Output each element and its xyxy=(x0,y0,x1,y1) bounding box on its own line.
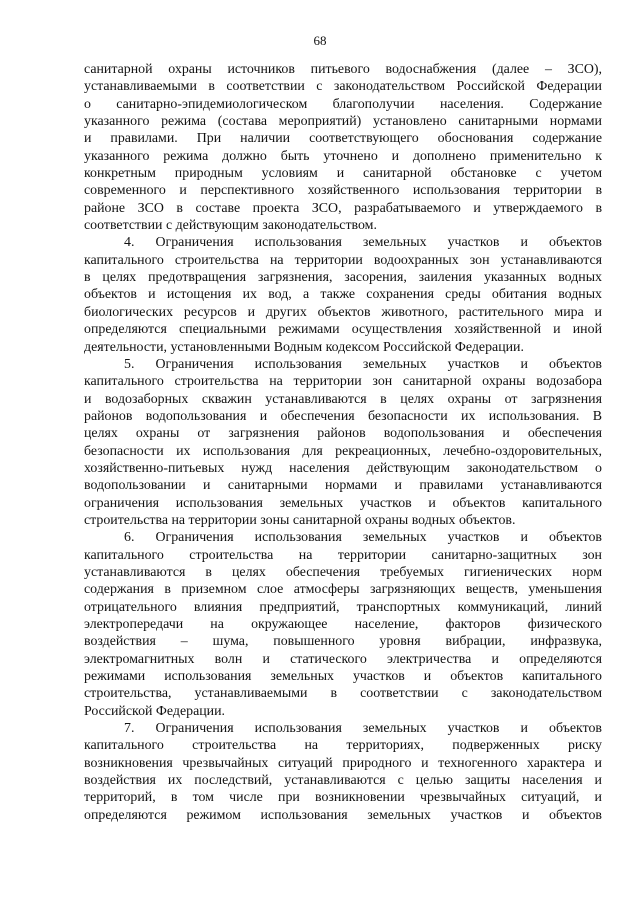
text-line: устанавливаются в целях обеспечения требуемых гигиенических норм xyxy=(84,564,602,580)
text-line: указанного режима должно быть уточнено и дополнено применительно к xyxy=(84,148,602,164)
text-line: электропередачи на окружающее население, факторов физического xyxy=(84,617,602,632)
text-line: воздействия их последствий, устанавливаются с целью защиты населения и xyxy=(84,773,602,789)
text-line: капитального строительства на территориях, подверженных риску xyxy=(84,738,602,754)
text-line: районе ЗСО в составе проекта ЗСО, разрабатываемого и утверждаемого в xyxy=(84,200,602,216)
paragraph-first-line: 5. Ограничения использования земельных участков и объектов xyxy=(124,356,602,372)
text-line: определяются режимом использования земельных участков и объектов xyxy=(84,807,602,823)
text-line: возникновения чрезвычайных ситуаций природного и техногенного характера и xyxy=(84,755,602,771)
paragraph-first-line: 7. Ограничения использования земельных участков и объектов xyxy=(124,721,602,737)
text-line: в целях предотвращения загрязнения, засорения, заиления указанных водных xyxy=(84,270,602,286)
text-line: воздействия – шума, повышенного уровня вибрации, инфразвука, xyxy=(84,634,602,650)
text-line: устанавливаемыми в соответствии с законодательством Российской Федерации xyxy=(84,79,602,95)
text-line: и водозаборных скважин устанавливаются в целях охраны от загрязнения xyxy=(84,391,602,407)
paragraph-first-line: 6. Ограничения использования земельных участков и объектов xyxy=(124,530,602,546)
text-line: и правилами. При наличии соответствующего обоснования содержание xyxy=(84,131,602,147)
text-line: безопасности их использования для рекреационных, лечебно-оздоровительных, xyxy=(84,443,602,459)
text-line: режимами использования земельных участков и объектов капитального xyxy=(84,669,602,685)
text-line: капитального строительства на территории зон санитарной охраны водозабора xyxy=(84,374,602,390)
text-line: биологических ресурсов и других объектов животного, растительного мира и xyxy=(84,304,602,320)
text-line: указанного режима (состава мероприятий) установлено санитарными нормами xyxy=(84,114,602,130)
text-line: санитарной охраны источников питьевого водоснабжения (далее – ЗСО), xyxy=(84,62,602,77)
text-line: водопользовании и санитарными нормами и правилами устанавливаются xyxy=(84,478,602,494)
page-number: 68 xyxy=(313,33,327,48)
document-body xyxy=(84,61,602,824)
text-line: целях охраны от загрязнения районов водопользования и обеспечения xyxy=(84,426,602,442)
paragraph-first-line: 4. Ограничения использования земельных участков и объектов xyxy=(124,235,602,251)
text-line: современного и перспективного хозяйственного использования территории в xyxy=(84,183,602,199)
text-line: объектов и истощения их вод, а также сохранения среды обитания водных xyxy=(84,287,602,303)
text-line: территорий, в том числе при возникновении чрезвычайных ситуаций, и xyxy=(84,790,602,806)
text-line: отрицательного влияния предприятий, транспортных коммуникаций, линий xyxy=(84,599,602,615)
text-line: капитального строительства на территории водоохранных зон устанавливаются xyxy=(84,252,602,268)
text-line: Российской Федерации. xyxy=(84,703,226,719)
text-line: соответствии с действующим законодательством. xyxy=(84,218,377,234)
text-line: хозяйственно-питьевых нужд населения действующим законодательством о xyxy=(84,460,602,476)
text-line: ограничения использования земельных участков и объектов капитального xyxy=(84,495,602,511)
text-line: электромагнитных волн и статического электричества и определяются xyxy=(84,651,602,667)
text-line: содержания в приземном слое атмосферы загрязняющих веществ, уменьшения xyxy=(84,582,602,598)
text-line: капитального строительства на территории санитарно-защитных зон xyxy=(84,547,602,563)
text-line: деятельности, установленными Водным кодексом Российской Федерации. xyxy=(84,339,524,355)
text-line: строительства, устанавливаемыми в соответствии с законодательством xyxy=(84,686,602,702)
text-line: о санитарно-эпидемиологическом благополучии населения. Содержание xyxy=(84,96,602,112)
text-line: конкретным природным условиям и санитарной обстановке с учетом xyxy=(84,166,602,182)
text-line: строительства на территории зоны санитарной охраны водных объектов. xyxy=(84,512,516,528)
text-line: определяются специальными режимами осуществления хозяйственной и иной xyxy=(84,322,602,338)
text-line: районов водопользования и обеспечения безопасности их использования. В xyxy=(84,408,602,424)
